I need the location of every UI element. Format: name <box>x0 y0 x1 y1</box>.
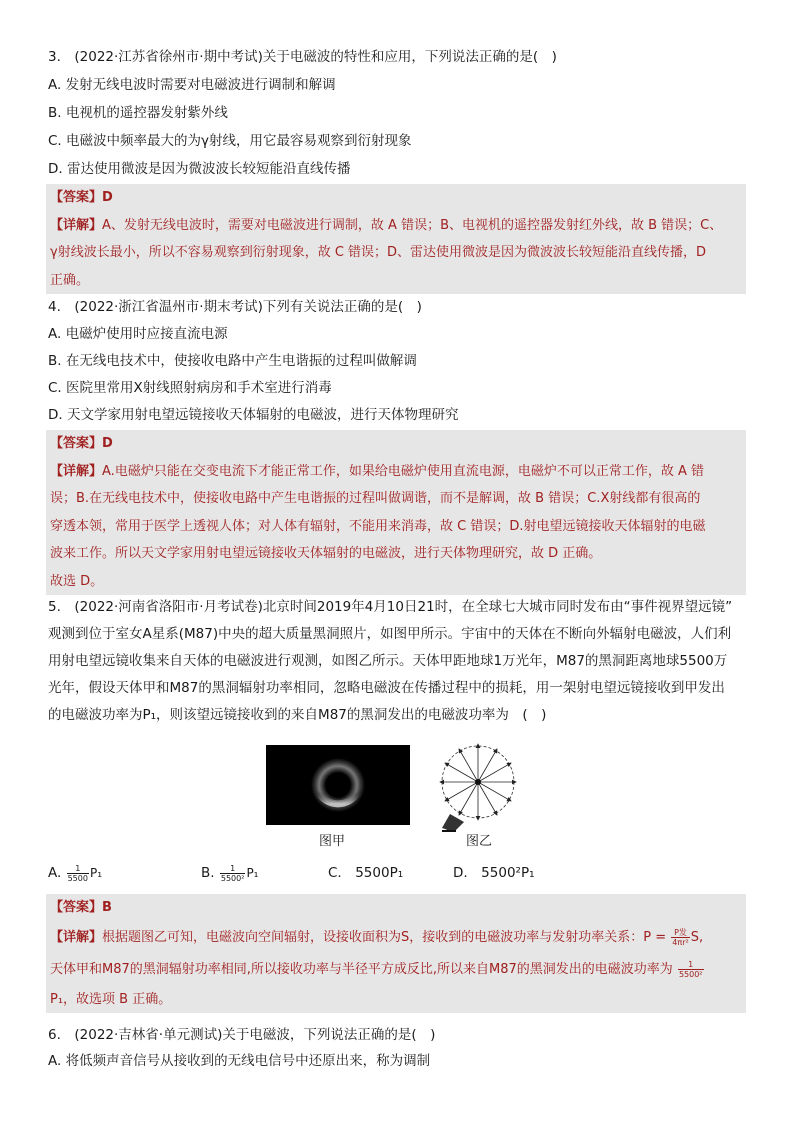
q4-detail-line: 波来工作。所以天文学家用射电望远镜接收天体辐射的电磁波，进行天体物理研究，故 D 正确。 <box>50 546 602 561</box>
q6-option-a: A. 将低频声音信号从接收到的无线电信号中还原出来，称为调制 <box>48 1053 431 1069</box>
q3-option-a: A. 发射无线电波时需要对电磁波进行调制和解调 <box>48 77 336 93</box>
fraction-numerator: 1 <box>220 864 246 874</box>
q5-detail-fraction <box>678 960 704 979</box>
q4-detail-line: A.电磁炉只能在交变电流下才能正常工作，如果给电磁炉使用直流电源，电磁炉不可以正常工作，故 A 错 <box>102 463 704 479</box>
q5-stem-line: 的电磁波功率为P₁，则该望远镜接收到的来自M87的黑洞发出的电磁波功率为 ( ) <box>48 707 547 723</box>
fraction-denominator: 5500² <box>220 873 245 883</box>
q3-answer-row <box>46 184 746 212</box>
q5-stem-line: 用射电望远镜收集来自天体的电磁波进行观测，如图乙所示。天体甲距地球1万光年，M87的黑洞距离地球5500万 <box>48 653 728 669</box>
q4-answer-tag: 【答案】 <box>50 436 103 451</box>
q4-answer-block <box>46 430 746 595</box>
q5-option-a-fraction <box>67 864 89 883</box>
fraction-denominator: 5500 <box>67 873 88 883</box>
q5-detail-line: P₁，故选项 B 正确。 <box>50 991 172 1007</box>
q5-option-b <box>201 860 258 886</box>
fraction-numerator: 1 <box>678 960 704 970</box>
q5-answer-row <box>46 894 746 922</box>
q5-detail-line: 根据题图乙可知，电磁波向空间辐射，设接收面积为S，接收到的电磁波功率与发射功率关系：P = <box>102 929 667 945</box>
q5-option-d: D. 5500²P₁ <box>453 865 535 881</box>
p1-symbol: P₁ <box>89 866 102 880</box>
q3-answer-block <box>46 184 746 294</box>
q3-detail-tag: 【详解】 <box>50 217 103 233</box>
q4-option-d: D. 天文学家用射电望远镜接收天体辐射的电磁波，进行天体物理研究 <box>48 407 459 423</box>
q5-answer-block <box>46 894 746 1013</box>
radiation-diagram <box>428 742 528 832</box>
q4-detail-line: 故选 D。 <box>50 573 104 589</box>
q5-formula-tail: S, <box>690 929 704 945</box>
q5-formula-fraction <box>671 928 689 947</box>
q5-detail-row <box>46 922 746 954</box>
q3-option-d: D. 雷达使用微波是因为微波波长较短能沿直线传播 <box>48 161 351 177</box>
q3-detail-line: 正确。 <box>50 272 90 288</box>
q4-option-c: C. 医院里常用X射线照射病房和手术室进行消毒 <box>48 380 332 396</box>
q5-stem-line: 光年，假设天体甲和M87的黑洞辐射功率相同，忽略电磁波在传播过程中的损耗，用一架射电望远镜接收到甲发出 <box>48 680 725 696</box>
q5-option-b-fraction <box>220 864 246 883</box>
q5-detail-row <box>46 954 746 986</box>
p1-symbol: P₁ <box>246 866 259 880</box>
q5-detail-line: 天体甲和M87的黑洞辐射功率相同,所以接收功率与半径平方成反比,所以来自M87的黑洞发出的电磁波功率为 <box>50 961 673 977</box>
fraction-denominator: 5500² <box>678 969 703 979</box>
q3-stem: 3. (2022·江苏省徐州市·期中考试)关于电磁波的特性和应用，下列说法正确的是( ) <box>48 49 557 65</box>
q3-answer-tag: 【答案】 <box>50 190 103 205</box>
q5-stem-line: 5. (2022·河南省洛阳市·月考试卷)北京时间2019年4月10日21时，在全球七大城市同时发布由“事件视界望远镜” <box>48 599 733 615</box>
q4-answer-value: D <box>102 436 113 451</box>
q5-stem-line: 观测到位于室女A星系(M87)中央的超大质量黑洞照片，如图甲所示。宇宙中的天体在不断向外辐射电磁波，人们利 <box>48 626 732 642</box>
q3-option-c: C. 电磁波中频率最大的为γ射线，用它最容易观察到衍射现象 <box>48 133 412 149</box>
q5-answer-tag: 【答案】 <box>50 900 103 915</box>
q4-detail-tag: 【详解】 <box>50 463 103 479</box>
q4-answer-row <box>46 430 746 458</box>
q5-detail-tag: 【详解】 <box>50 929 103 945</box>
q5-option-a-label: A. <box>48 865 62 881</box>
q4-detail-line: 穿透本领，常用于医学上透视人体；对人体有辐射，不能用来消毒，故 C 错误；D.射电望远镜接收天体辐射的电磁 <box>50 518 706 534</box>
q4-detail-row <box>46 458 746 486</box>
q4-option-b: B. 在无线电技术中，使接收电路中产生电谐振的过程叫做解调 <box>48 353 417 369</box>
q3-detail-line: γ射线波长最小，所以不容易观察到衍射现象，故 C 错误；D、雷达使用微波是因为微波波长较短能沿直线传播，D <box>50 245 707 260</box>
q3-detail-line: A、发射无线电波时，需要对电磁波进行调制，故 A 错误；B、电视机的遥控器发射红外线，故 B 错误；C、 <box>102 217 723 233</box>
q5-option-c: C. 5500P₁ <box>328 865 404 881</box>
figure-b-caption: 图乙 <box>466 834 493 849</box>
q6-stem: 6. (2022·吉林省·单元测试)关于电磁波，下列说法正确的是( ) <box>48 1027 436 1043</box>
black-hole-image <box>266 745 410 825</box>
q4-stem: 4. (2022·浙江省温州市·期末考试)下列有关说法正确的是( ) <box>48 299 422 315</box>
q5-answer-value: B <box>102 900 112 915</box>
figure-a-caption: 图甲 <box>319 834 346 849</box>
fraction-numerator: P发 <box>671 928 689 938</box>
q5-option-a <box>48 860 102 886</box>
q3-answer-value: D <box>102 190 113 205</box>
fraction-numerator: 1 <box>67 864 89 874</box>
q5-option-b-label: B. <box>201 865 215 881</box>
q4-detail-line: 误；B.在无线电技术中，使接收电路中产生电谐振的过程叫做调谐，而不是解调，故 B 错误；C.X射线都有很高的 <box>50 491 701 506</box>
q3-detail-row <box>46 212 746 240</box>
fraction-denominator: 4πr² <box>672 937 689 947</box>
q3-option-b: B. 电视机的遥控器发射紫外线 <box>48 105 228 121</box>
q5-options <box>48 860 748 886</box>
q4-option-a: A. 电磁炉使用时应接直流电源 <box>48 326 228 342</box>
